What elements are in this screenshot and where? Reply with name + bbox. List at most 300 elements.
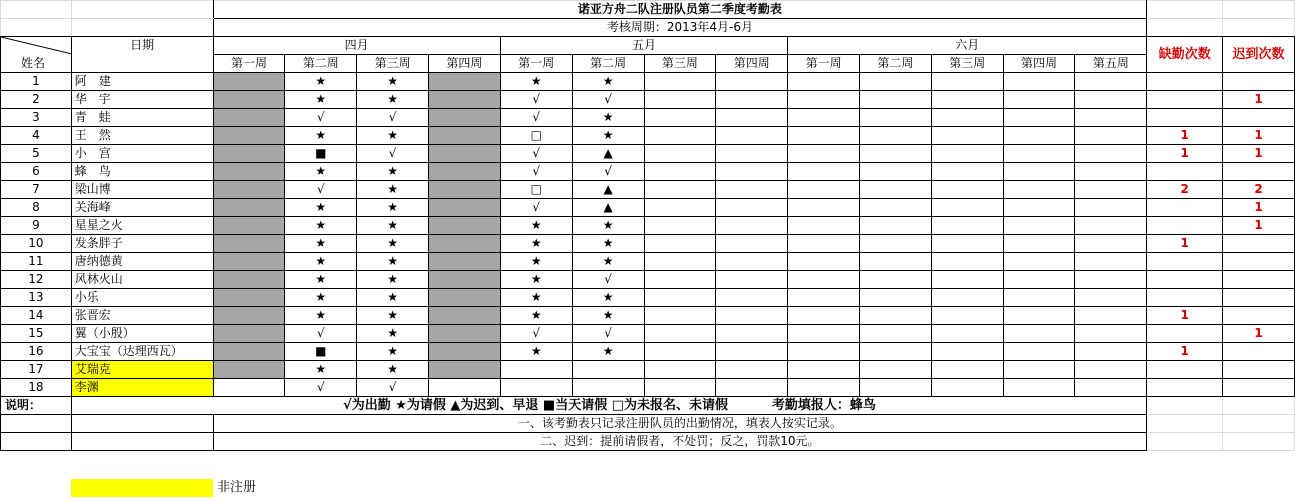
attendance-cell (1003, 145, 1075, 163)
table-row (1, 253, 1295, 271)
attendance-cell (572, 379, 644, 397)
attendance-cell (716, 307, 788, 325)
member-name: 小 宫 (71, 145, 213, 163)
attendance-cell: √ (500, 91, 572, 109)
absence-count: 2 (1147, 181, 1223, 199)
attendance-cell: √ (357, 109, 429, 127)
attendance-cell (859, 307, 931, 325)
attendance-cell (788, 73, 860, 91)
row-number: 4 (1, 127, 72, 145)
attendance-cell: ★ (357, 199, 429, 217)
attendance-cell (859, 361, 931, 379)
attendance-cell: ★ (357, 343, 429, 361)
table-row (1, 109, 1295, 127)
note-row (1, 433, 1295, 451)
attendance-cell (213, 145, 285, 163)
absence-count: 1 (1147, 343, 1223, 361)
attendance-cell (1003, 199, 1075, 217)
week-row (1, 55, 1295, 73)
member-name: 唐纳德黄 (71, 253, 213, 271)
attendance-cell: ★ (500, 253, 572, 271)
attendance-cell (644, 289, 716, 307)
member-name: 大宝宝（达理西瓦） (71, 343, 213, 361)
attendance-cell (788, 181, 860, 199)
attendance-cell (429, 91, 501, 109)
absence-count (1147, 289, 1223, 307)
row-number: 15 (1, 325, 72, 343)
attendance-cell (429, 325, 501, 343)
week-header: 第四周 (716, 55, 788, 73)
attendance-cell: ★ (357, 127, 429, 145)
late-count: 1 (1223, 145, 1295, 163)
attendance-cell (644, 217, 716, 235)
member-name: 王 然 (71, 127, 213, 145)
absence-count: 1 (1147, 127, 1223, 145)
attendance-cell (644, 253, 716, 271)
late-count (1223, 343, 1295, 361)
attendance-cell: ★ (285, 307, 357, 325)
attendance-cell (931, 271, 1003, 289)
attendance-cell (213, 271, 285, 289)
member-name: 星星之火 (71, 217, 213, 235)
member-name: 关海峰 (71, 199, 213, 217)
table-row (1, 163, 1295, 181)
late-count: 1 (1223, 325, 1295, 343)
attendance-cell: ★ (357, 217, 429, 235)
attendance-cell: ★ (285, 217, 357, 235)
attendance-cell (859, 217, 931, 235)
attendance-cell: ★ (572, 73, 644, 91)
attendance-cell: ★ (285, 163, 357, 181)
attendance-cell (859, 289, 931, 307)
attendance-cell (1003, 91, 1075, 109)
attendance-cell (931, 289, 1003, 307)
attendance-cell (213, 307, 285, 325)
attendance-cell (1003, 109, 1075, 127)
table-row (1, 73, 1295, 91)
row-number: 14 (1, 307, 72, 325)
notes-label: 说明： (1, 397, 72, 415)
attendance-cell (931, 235, 1003, 253)
late-count (1223, 73, 1295, 91)
attendance-cell (429, 109, 501, 127)
attendance-cell: ★ (357, 73, 429, 91)
row-number: 11 (1, 253, 72, 271)
attendance-cell (716, 253, 788, 271)
attendance-cell (644, 181, 716, 199)
attendance-cell (213, 163, 285, 181)
attendance-cell (1075, 91, 1147, 109)
absence-count (1147, 163, 1223, 181)
absence-count (1147, 271, 1223, 289)
table-row (1, 199, 1295, 217)
row-number: 5 (1, 145, 72, 163)
attendance-cell: ★ (357, 271, 429, 289)
week-header: 第一周 (213, 55, 285, 73)
attendance-cell: ★ (285, 253, 357, 271)
attendance-cell: √ (285, 379, 357, 397)
attendance-cell (931, 73, 1003, 91)
attendance-cell (213, 343, 285, 361)
absence-count (1147, 217, 1223, 235)
attendance-cell (572, 361, 644, 379)
attendance-cell: ★ (285, 235, 357, 253)
late-header: 迟到次数 (1223, 37, 1295, 73)
week-header: 第二周 (285, 55, 357, 73)
attendance-cell (859, 181, 931, 199)
attendance-cell (1003, 289, 1075, 307)
absence-count: 1 (1147, 235, 1223, 253)
attendance-cell (859, 379, 931, 397)
attendance-cell (429, 271, 501, 289)
attendance-cell: ★ (357, 289, 429, 307)
attendance-cell: √ (357, 145, 429, 163)
attendance-cell (716, 325, 788, 343)
attendance-cell (788, 379, 860, 397)
attendance-cell (644, 145, 716, 163)
attendance-cell: ★ (285, 361, 357, 379)
attendance-cell: √ (500, 109, 572, 127)
member-name: 艾瑞克 (71, 361, 213, 379)
late-count: 1 (1223, 91, 1295, 109)
attendance-cell (931, 253, 1003, 271)
attendance-cell: ★ (357, 253, 429, 271)
member-name: 翼（小殷） (71, 325, 213, 343)
attendance-cell (213, 109, 285, 127)
attendance-cell (788, 253, 860, 271)
attendance-cell (1003, 163, 1075, 181)
week-header: 第二周 (859, 55, 931, 73)
corner-header (1, 37, 72, 73)
attendance-cell (213, 91, 285, 109)
row-number: 6 (1, 163, 72, 181)
attendance-cell (1075, 361, 1147, 379)
attendance-cell (644, 163, 716, 181)
attendance-cell (931, 181, 1003, 199)
table-row (1, 307, 1295, 325)
attendance-cell (931, 127, 1003, 145)
attendance-cell: ▲ (572, 145, 644, 163)
attendance-cell (213, 217, 285, 235)
attendance-cell: √ (285, 181, 357, 199)
attendance-cell (788, 109, 860, 127)
month-may: 五月 (500, 37, 787, 55)
attendance-cell (429, 199, 501, 217)
date-header: 日期 (71, 37, 213, 55)
attendance-cell (859, 343, 931, 361)
attendance-cell: ★ (285, 271, 357, 289)
attendance-cell (1003, 307, 1075, 325)
attendance-cell (716, 217, 788, 235)
attendance-cell: ★ (285, 73, 357, 91)
attendance-cell: √ (572, 91, 644, 109)
late-count (1223, 271, 1295, 289)
attendance-cell (213, 181, 285, 199)
attendance-cell (716, 271, 788, 289)
attendance-cell (716, 235, 788, 253)
attendance-cell (1075, 289, 1147, 307)
table-row (1, 289, 1295, 307)
week-header: 第四周 (429, 55, 501, 73)
row-number: 17 (1, 361, 72, 379)
week-header: 第四周 (1003, 55, 1075, 73)
attendance-cell (429, 289, 501, 307)
late-count (1223, 289, 1295, 307)
absence-count: 1 (1147, 307, 1223, 325)
attendance-cell: ▲ (572, 181, 644, 199)
attendance-cell (429, 145, 501, 163)
attendance-cell: √ (572, 163, 644, 181)
late-count: 1 (1223, 217, 1295, 235)
table-row (1, 325, 1295, 343)
attendance-cell (931, 217, 1003, 235)
row-number: 10 (1, 235, 72, 253)
attendance-cell: ★ (357, 325, 429, 343)
attendance-cell (213, 235, 285, 253)
attendance-cell (644, 361, 716, 379)
attendance-cell (859, 235, 931, 253)
attendance-cell (644, 235, 716, 253)
attendance-cell (1075, 379, 1147, 397)
member-name: 阿 建 (71, 73, 213, 91)
row-number: 12 (1, 271, 72, 289)
attendance-cell: ■ (285, 145, 357, 163)
absence-count: 1 (1147, 145, 1223, 163)
week-header: 第三周 (357, 55, 429, 73)
attendance-cell (644, 271, 716, 289)
note-2: 二、迟到：提前请假者，不处罚；反之，罚款10元。 (213, 433, 1147, 451)
period-label: 考核周期：2013年4月-6月 (213, 19, 1147, 37)
table-row (1, 235, 1295, 253)
attendance-cell (429, 379, 501, 397)
attendance-cell (716, 145, 788, 163)
absence-count (1147, 325, 1223, 343)
attendance-cell: ★ (572, 343, 644, 361)
attendance-cell (429, 127, 501, 145)
attendance-cell (500, 379, 572, 397)
absence-count (1147, 199, 1223, 217)
attendance-cell (500, 361, 572, 379)
attendance-cell: □ (500, 181, 572, 199)
attendance-cell: ★ (572, 289, 644, 307)
row-number: 8 (1, 199, 72, 217)
week-header: 第五周 (1075, 55, 1147, 73)
attendance-cell: ★ (357, 235, 429, 253)
attendance-cell (213, 253, 285, 271)
member-name: 风林火山 (71, 271, 213, 289)
note-1: 一、该考勤表只记录注册队员的出勤情况，填表人按实记录。 (213, 415, 1147, 433)
table-row (1, 379, 1295, 397)
attendance-cell (1075, 127, 1147, 145)
attendance-cell (644, 343, 716, 361)
attendance-cell: √ (572, 325, 644, 343)
attendance-cell (1003, 73, 1075, 91)
attendance-cell (931, 379, 1003, 397)
absence-count (1147, 73, 1223, 91)
attendance-cell (1075, 163, 1147, 181)
attendance-cell (213, 361, 285, 379)
attendance-cell (788, 325, 860, 343)
attendance-cell (644, 73, 716, 91)
attendance-cell (1003, 271, 1075, 289)
attendance-cell: ▲ (572, 199, 644, 217)
row-number: 16 (1, 343, 72, 361)
attendance-cell (429, 253, 501, 271)
row-number: 1 (1, 73, 72, 91)
attendance-cell (644, 199, 716, 217)
attendance-cell (859, 73, 931, 91)
attendance-cell (716, 289, 788, 307)
attendance-cell: ★ (572, 127, 644, 145)
table-row (1, 181, 1295, 199)
attendance-cell (213, 73, 285, 91)
attendance-cell (931, 307, 1003, 325)
attendance-cell (213, 127, 285, 145)
name-header: 姓名 (21, 56, 46, 70)
attendance-cell (788, 307, 860, 325)
member-name: 发条胖子 (71, 235, 213, 253)
attendance-cell: ★ (357, 91, 429, 109)
attendance-cell (644, 325, 716, 343)
attendance-cell (213, 379, 285, 397)
attendance-cell (859, 91, 931, 109)
period-row (1, 19, 1295, 37)
attendance-cell (213, 289, 285, 307)
note-row (1, 415, 1295, 433)
absence-count (1147, 253, 1223, 271)
attendance-cell (716, 361, 788, 379)
symbol-legend: √为出勤 ★为请假 ▲为迟到、早退 ■当天请假 □为未报名、未请假 (343, 398, 729, 413)
attendance-cell (1075, 109, 1147, 127)
attendance-cell (1075, 325, 1147, 343)
attendance-cell (788, 235, 860, 253)
attendance-cell (716, 127, 788, 145)
attendance-cell (716, 73, 788, 91)
attendance-cell: ★ (500, 271, 572, 289)
attendance-cell: ★ (500, 289, 572, 307)
week-header: 第三周 (931, 55, 1003, 73)
attendance-cell (1075, 235, 1147, 253)
table-row (1, 145, 1295, 163)
attendance-cell (429, 217, 501, 235)
absence-count (1147, 109, 1223, 127)
reporter-label: 考勤填报人：蜂鸟 (771, 398, 876, 413)
attendance-cell (429, 181, 501, 199)
attendance-cell (1075, 73, 1147, 91)
member-name: 华 宇 (71, 91, 213, 109)
table-row (1, 271, 1295, 289)
week-header: 第一周 (788, 55, 860, 73)
attendance-cell: ★ (572, 307, 644, 325)
attendance-cell: ★ (572, 235, 644, 253)
attendance-cell (429, 361, 501, 379)
attendance-cell (788, 217, 860, 235)
attendance-cell (716, 343, 788, 361)
attendance-cell (788, 163, 860, 181)
attendance-cell (931, 343, 1003, 361)
attendance-cell: ★ (500, 217, 572, 235)
absence-count (1147, 91, 1223, 109)
attendance-cell: ★ (500, 73, 572, 91)
attendance-cell (931, 91, 1003, 109)
absence-count (1147, 379, 1223, 397)
table-row (1, 127, 1295, 145)
week-header: 第二周 (572, 55, 644, 73)
attendance-cell (429, 343, 501, 361)
attendance-cell (859, 145, 931, 163)
attendance-cell (1075, 145, 1147, 163)
month-april: 四月 (213, 37, 500, 55)
attendance-cell: √ (285, 109, 357, 127)
attendance-cell (644, 91, 716, 109)
attendance-cell: ★ (572, 109, 644, 127)
attendance-cell (931, 361, 1003, 379)
row-number: 7 (1, 181, 72, 199)
attendance-cell (931, 145, 1003, 163)
attendance-cell (1003, 325, 1075, 343)
late-count (1223, 307, 1295, 325)
attendance-cell (1075, 271, 1147, 289)
attendance-cell: ★ (285, 127, 357, 145)
attendance-cell (429, 163, 501, 181)
attendance-cell (788, 361, 860, 379)
attendance-cell (788, 199, 860, 217)
attendance-cell (213, 325, 285, 343)
attendance-cell (859, 325, 931, 343)
attendance-cell: ★ (357, 181, 429, 199)
week-header: 第一周 (500, 55, 572, 73)
attendance-cell: √ (572, 271, 644, 289)
attendance-cell (1075, 199, 1147, 217)
attendance-cell (644, 109, 716, 127)
member-name: 李渊 (71, 379, 213, 397)
attendance-cell (1075, 253, 1147, 271)
attendance-cell (788, 289, 860, 307)
attendance-cell (1003, 181, 1075, 199)
attendance-cell (716, 379, 788, 397)
row-number: 2 (1, 91, 72, 109)
attendance-cell: □ (500, 127, 572, 145)
attendance-cell (859, 127, 931, 145)
attendance-cell: √ (357, 379, 429, 397)
attendance-cell: ★ (357, 307, 429, 325)
attendance-cell (788, 91, 860, 109)
attendance-cell (788, 343, 860, 361)
attendance-cell: √ (500, 163, 572, 181)
attendance-cell (931, 325, 1003, 343)
attendance-cell (644, 307, 716, 325)
attendance-cell (716, 199, 788, 217)
attendance-cell (716, 163, 788, 181)
late-count: 1 (1223, 127, 1295, 145)
unregistered-swatch (71, 479, 213, 497)
attendance-cell (1075, 181, 1147, 199)
title-row (1, 1, 1295, 19)
member-name: 小乐 (71, 289, 213, 307)
absence-header: 缺勤次数 (1147, 37, 1223, 73)
row-number: 9 (1, 217, 72, 235)
member-name: 张晋宏 (71, 307, 213, 325)
attendance-cell: √ (500, 199, 572, 217)
attendance-cell: √ (285, 325, 357, 343)
attendance-cell (644, 127, 716, 145)
attendance-cell (1075, 343, 1147, 361)
attendance-cell: ■ (285, 343, 357, 361)
table-row (1, 217, 1295, 235)
row-number: 13 (1, 289, 72, 307)
attendance-cell (931, 199, 1003, 217)
attendance-cell (931, 109, 1003, 127)
